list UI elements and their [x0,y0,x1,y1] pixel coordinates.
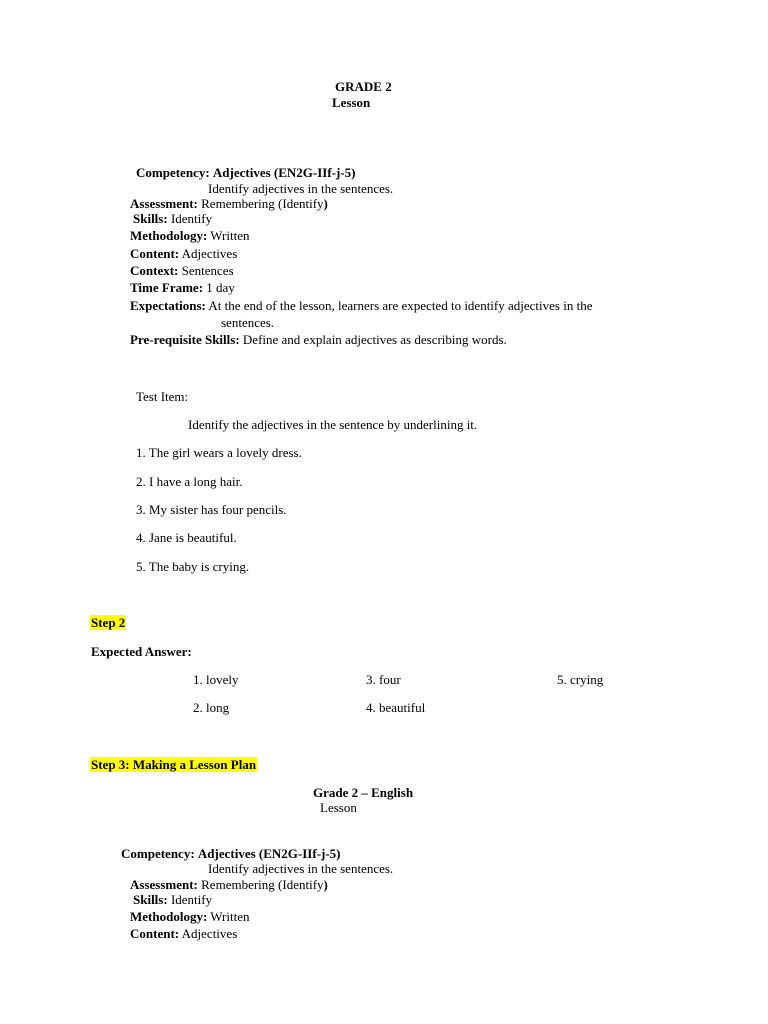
lesson-heading: Lesson [332,95,371,110]
test-item: 4. Jane is beautiful. [136,530,237,545]
content-label: Content: [130,246,180,261]
skills-value-2: Identify [170,892,213,907]
competency-label: Competency: [136,165,210,180]
competency-row [136,165,356,181]
timeframe-row [130,280,235,296]
test-instruction: Identify the adjectives in the sentence by underlining it. [188,417,478,432]
skills-label-2: Skills: [133,892,168,907]
expectations-row [130,298,592,314]
skills-label: Skills: [133,211,168,226]
context-row [130,263,234,279]
test-item: 3. My sister has four pencils. [136,502,287,517]
expectations-value: At the end of the lesson, learners are expected to identify adjectives in the [208,298,593,313]
methodology-label: Methodology: [130,228,208,243]
methodology-value: Written [210,228,250,243]
step3-title: Grade 2 – English [313,785,414,800]
assessment-label: Assessment: [130,196,198,211]
skills-row [133,211,212,227]
competency-row-2 [121,846,341,862]
test-heading: Test Item: [136,389,189,404]
timeframe-value: 1 day [206,280,235,295]
answer-item: 5. crying [557,672,604,687]
methodology-label-2: Methodology: [130,909,208,924]
expectations-label: Expectations: [130,298,206,313]
assessment-row [130,196,328,212]
grade-heading: GRADE 2 [335,79,392,94]
step3-label: Step 3: Making a Lesson Plan [91,757,257,772]
assessment-value-2: Remembering (Identify [201,877,324,892]
skills-value: Identify [170,211,213,226]
test-item: 2. I have a long hair. [136,474,243,489]
competency-label-2: Competency: [121,846,195,861]
methodology-value-2: Written [210,909,250,924]
methodology-row-2 [130,909,249,925]
test-item: 5. The baby is crying. [136,559,250,574]
step2-label: Step 2 [91,615,126,630]
prereq-label: Pre-requisite Skills: [130,332,240,347]
context-label: Context: [130,263,179,278]
assessment-close-2: ) [323,877,328,892]
answer-item: 1. lovely [193,672,239,687]
content-label-2: Content: [130,926,180,941]
assessment-close: ) [323,196,328,211]
content-row [130,246,237,262]
content-value-2: Adjectives [181,926,238,941]
answer-item: 3. four [366,672,401,687]
competency-value-2: Adjectives (EN2G-IIf-j-5) [197,846,341,861]
context-value: Sentences [181,263,234,278]
test-item: 1. The girl wears a lovely dress. [136,445,302,460]
assessment-value: Remembering (Identify [201,196,324,211]
assessment-row-2 [130,877,328,893]
prereq-row [130,332,507,348]
skills-row-2 [133,892,212,908]
expectations-continued: sentences. [221,315,275,330]
assessment-label-2: Assessment: [130,877,198,892]
timeframe-label: Time Frame: [130,280,204,295]
objective-text: Identify adjectives in the sentences. [208,181,394,196]
expected-answer-label: Expected Answer: [91,644,192,659]
objective-text-2: Identify adjectives in the sentences. [208,861,394,876]
content-value: Adjectives [181,246,238,261]
methodology-row [130,228,249,244]
answer-item: 4. beautiful [366,700,426,715]
content-row-2 [130,926,237,942]
answer-item: 2. long [193,700,230,715]
competency-value: Adjectives (EN2G-IIf-j-5) [212,165,356,180]
prereq-value: Define and explain adjectives as describing words. [242,332,507,347]
step3-subtitle: Lesson [320,800,357,815]
